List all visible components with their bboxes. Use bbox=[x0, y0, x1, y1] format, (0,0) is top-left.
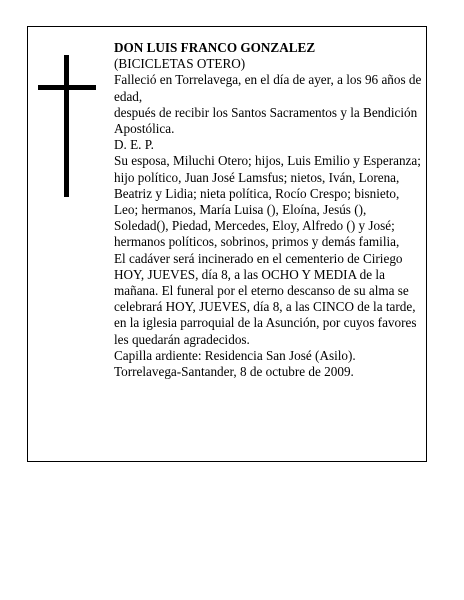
cross-icon bbox=[38, 55, 96, 197]
sacraments-statement: después de recibir los Santos Sacramentos y la Bendición Apostólica. bbox=[114, 104, 418, 137]
rip-text: D. E. P. bbox=[114, 137, 154, 153]
place-and-date: Torrelavega-Santander, 8 de octubre de 2009. bbox=[114, 364, 354, 380]
chapel-info: Capilla ardiente: Residencia San José (Asilo). bbox=[114, 347, 356, 363]
cross-horizontal-bar bbox=[38, 85, 96, 90]
deceased-name: DON LUIS FRANCO GONZALEZ bbox=[114, 40, 316, 55]
obituary-text bbox=[114, 40, 424, 380]
ceremony-details: El cadáver será incinerado en el cementerio de Ciriego HOY, JUEVES, día 8, a las OCHO Y MEDIA de la mañana. El funeral por el eterno descanso de su alma se celebrará HOY, JUEVES, día 8, a las CINCO de la tarde, en la iglesia parroquial de la Asunción, por cuyos favores les quedarán agradecidos. bbox=[114, 250, 417, 347]
cross-vertical-bar bbox=[64, 55, 69, 197]
family-list: Su esposa, Miluchi Otero; hijos, Luis Emilio y Esperanza; hijo político, Juan José Lamsfus; nietos, Iván, Lorena, Beatriz y Lidia; nieta política, Rocío Crespo; bisnieto, Leo; hermanos, María Luisa (), Eloína, Jesús (), Soledad(), Piedad, Mercedes, Eloy, Alfredo () y José; hermanos políticos, sobrinos, primos y demás familia, bbox=[114, 153, 421, 250]
death-statement: Falleció en Torrelavega, en el día de ayer, a los 96 años de edad, bbox=[114, 72, 422, 104]
deceased-nickname: (BICICLETAS OTERO) bbox=[114, 56, 246, 72]
